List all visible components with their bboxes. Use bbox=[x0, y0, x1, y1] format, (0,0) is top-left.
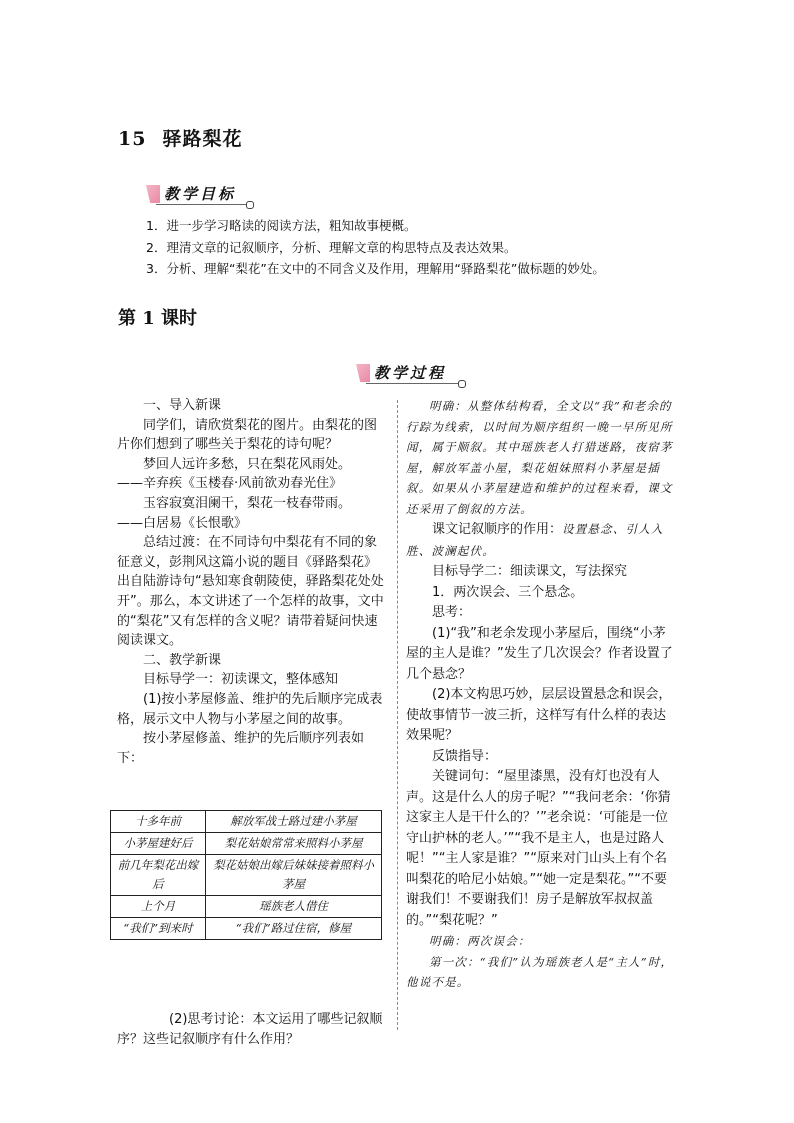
process-badge-label: 教学过程 bbox=[374, 364, 447, 382]
objective-item: 2．理清文章的记叙顺序，分析、理解文章的构思特点及表达效果。 bbox=[146, 239, 517, 255]
table-row bbox=[111, 855, 382, 896]
paragraph: 关键词句：“屋里漆黑，没有灯也没有人声。这是什么人的房子呢？”“我问老余：‘你猜这家主人是干什么的？’”老余说：‘可能是一位守山护林的老人。’”“我不是主人，也是过路人呢！”“主人家是谁？”“原来对门山头上有个名叫梨花的哈尼小姑娘。”“她一定是梨花。”“不要谢我们！不要谢我们！房子是解放军叔叔盖的。”“梨花呢？” bbox=[406, 769, 671, 928]
badge-underline bbox=[156, 204, 248, 205]
badge-dot-icon bbox=[246, 201, 254, 209]
class-period-title: 第 1 课时 bbox=[118, 308, 198, 329]
table-row bbox=[111, 896, 382, 918]
table-row bbox=[111, 918, 382, 940]
right-column bbox=[406, 396, 678, 993]
objective-item: 1．进一步学习略读的阅读方法，粗知故事梗概。 bbox=[146, 218, 417, 233]
sequence-table bbox=[110, 810, 382, 940]
discussion-question bbox=[117, 1010, 389, 1050]
badge-underline bbox=[366, 383, 460, 384]
poem-source: ——辛弃疾《玉楼春·风前欲劝春光住》 bbox=[117, 476, 343, 492]
paragraph: 总结过渡：在不同诗句中梨花有不同的象征意义，彭荆风这篇小说的题目《驿路梨花》出自陆游诗句“悬知寒食朝陵使，驿路梨花处处开”。那么，本文讲述了一个怎样的故事，文中的“梨花”又有怎样的含义呢？请带着疑问快速阅读课文。 bbox=[117, 535, 384, 649]
table-cell: 梨花姑娘常常来照料小茅屋 bbox=[206, 833, 382, 855]
poem-line: 梦回人远许多愁，只在梨花风雨处。 bbox=[143, 456, 352, 472]
lesson-title: 驿路梨花 bbox=[162, 128, 243, 150]
objective-item: 3．分析、理解“梨花”在文中的不同含义及作用，理解用“驿路梨花”做标题的妙处。 bbox=[146, 261, 605, 276]
objectives-badge-label: 教学目标 bbox=[164, 185, 237, 203]
table-cell: 上个月 bbox=[111, 896, 206, 918]
table-cell: 十多年前 bbox=[111, 811, 206, 833]
badge-corner-icon bbox=[146, 185, 160, 203]
poem-source: ——白居易《长恨歌》 bbox=[117, 515, 248, 531]
table-cell: 小茅屋建好后 bbox=[111, 833, 206, 855]
section-heading: 二、教学新课 bbox=[143, 652, 222, 668]
lesson-number: 15 bbox=[118, 128, 147, 150]
inline-text: 设置悬念、引人入胜、波澜起伏。 bbox=[406, 522, 664, 558]
table-cell: 梨花姑娘出嫁后妹妹接着照料小茅屋 bbox=[206, 855, 382, 896]
column-divider bbox=[397, 400, 398, 1030]
process-badge bbox=[356, 362, 468, 384]
table-row bbox=[111, 811, 382, 833]
poem-line: 玉容寂寞泪阑干，梨花一枝春带雨。 bbox=[143, 495, 352, 511]
table-cell: 解放军战士路过建小茅屋 bbox=[206, 811, 382, 833]
objectives-badge bbox=[146, 183, 256, 205]
paragraph: 第一次：“我们”认为瑶族老人是“主人”时，他说不是。 bbox=[406, 954, 674, 989]
paragraph: 1．两次误会、三个悬念。 bbox=[432, 584, 584, 600]
paragraph: (2)本文构思巧妙，层层设置悬念和误会，使故事情节一波三折，这样写有什么样的表达效果呢？ bbox=[406, 687, 672, 743]
lesson-heading bbox=[118, 124, 242, 151]
inline-label: 课文记叙顺序的作用： bbox=[432, 522, 563, 537]
paragraph: (2)思考讨论：本文运用了哪些记叙顺序？这些记叙顺序有什么作用？ bbox=[117, 1012, 383, 1047]
goal-heading: 目标导学二：细读课文，写法探究 bbox=[432, 564, 628, 579]
section-heading: 一、导入新课 bbox=[143, 398, 222, 413]
table-cell: 瑶族老人借住 bbox=[206, 896, 382, 918]
paragraph: 同学们，请欣赏梨花的图片。由梨花的图片你们想到了哪些关于梨花的诗句呢？ bbox=[117, 417, 378, 453]
paragraph: 按小茅屋修盖、维护的先后顺序列表如下： bbox=[117, 731, 365, 766]
paragraph: 思考： bbox=[432, 605, 472, 620]
goal-heading: 目标导学一：初读课文，整体感知 bbox=[143, 672, 339, 688]
objectives-list bbox=[146, 215, 605, 280]
badge-corner-icon bbox=[356, 364, 370, 382]
paragraph: 明确：两次误会： bbox=[429, 934, 531, 948]
paragraph: (1)“我”和老余发现小茅屋后，围绕“小茅屋的主人是谁？”发生了几次误会？作者设置了几个悬念？ bbox=[406, 625, 673, 682]
paragraph: 反馈指导： bbox=[432, 748, 498, 764]
badge-dot-icon bbox=[458, 380, 466, 388]
paragraph: (1)按小茅屋修盖、维护的先后顺序完成表格，展示文中人物与小茅屋之间的故事。 bbox=[117, 691, 383, 727]
paragraph: 明确：从整体结构看，全文以“我”和老余的行踪为线索，以时间为顺序组织一晚一早所见所闻，属于顺叙。其中瑶族老人打猎迷路，夜宿茅屋，解放军盖小屋，梨花姐妹照料小茅屋是插叙。如果从小茅屋建造和维护的过程来看，课文还采用了倒叙的方法。 bbox=[406, 399, 673, 516]
table-cell: 前几年梨花出嫁后 bbox=[111, 855, 206, 896]
paragraph bbox=[406, 519, 678, 562]
table-row bbox=[111, 833, 382, 855]
left-column bbox=[117, 396, 387, 768]
table-cell: “我们”到来时 bbox=[111, 918, 206, 940]
table-cell: “我们”路过住宿，修屋 bbox=[206, 918, 382, 940]
